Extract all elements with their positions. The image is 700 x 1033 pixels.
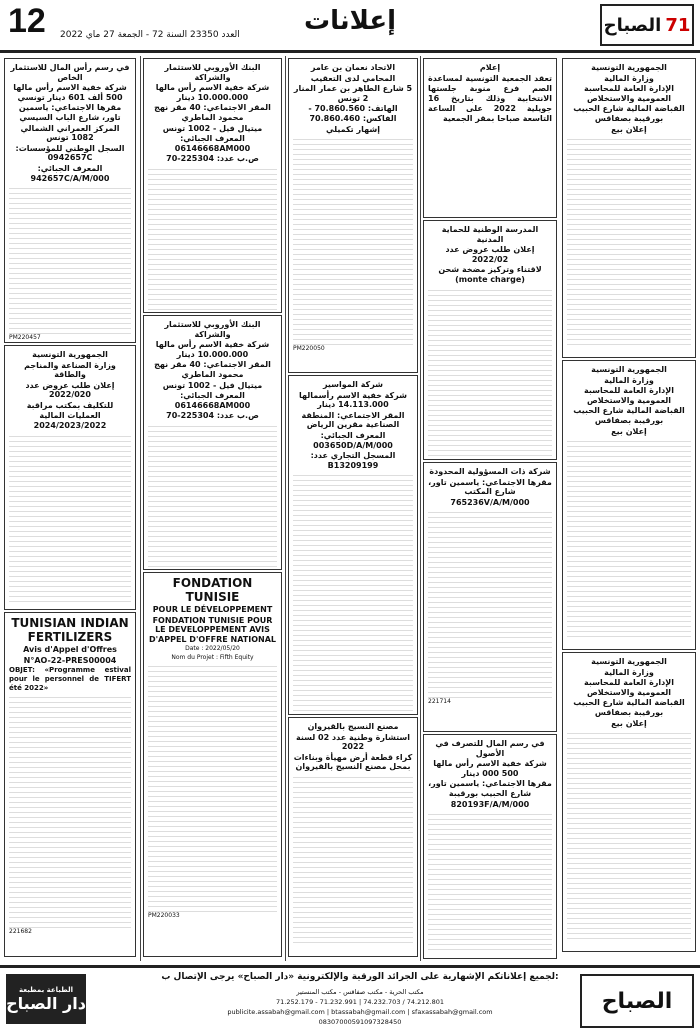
column-1 <box>560 56 698 961</box>
ad-subheading: الإدارة العامة للمحاسبة العمومية والاستخلاص <box>584 84 674 103</box>
footer-phone: 74.232.703 / 74.212.801 <box>363 998 444 1006</box>
ad-subheading: ميتيال فيل - 1002 تونس <box>162 123 263 133</box>
ad-ref-number: 221714 <box>428 698 451 706</box>
ad-body <box>428 508 552 698</box>
ad-subheading: شركة خفية الاسم رأس مالها 500 ألف 601 دينار تونسي <box>13 83 127 102</box>
ad-subheading: الإدارة العامة للمحاسبة العمومية والاستخلاص <box>584 386 674 405</box>
ad-tifert <box>4 612 136 957</box>
ad-textile <box>288 717 418 957</box>
ad-body <box>9 184 131 334</box>
ad-ref-number: 221682 <box>9 928 32 936</box>
ad-subheading: المعرف الجبائي: 003650D/A/M/000 <box>313 430 393 450</box>
footer-account: 08307000591097328450 <box>318 1018 402 1026</box>
ad-ref-number: PM220457 <box>9 334 41 342</box>
ad-subheading: كراء قطعة أرض مهيأة وبناءات بمحل مصنع النسيج بالقيروان <box>293 752 413 772</box>
ad-address: 5 شارع الطاهر بن عمار المنار 2 تونس <box>293 84 413 103</box>
footer-logo-text: دار الصباح <box>6 993 86 1013</box>
ad-subheading: شركة خفية الاسم رأس مالها 10.000.000 دينار <box>155 83 270 102</box>
ad-subheading: المحامي لدى التعقيب <box>310 73 396 83</box>
ad-subheading: القباضة المالية شارع الحبيب بورقيبة بصفاقس <box>573 104 685 123</box>
column-4 <box>140 56 284 961</box>
ad-id: 820193F/A/M/000 <box>450 799 530 809</box>
ad-body <box>293 773 413 943</box>
ad-heading: شركة المواسير <box>322 380 384 389</box>
ad-body <box>428 286 552 456</box>
ad-heading: الاتحاد نعمان بن عامر <box>310 63 396 72</box>
ad-body <box>293 471 413 711</box>
issue-line: العدد 23350 السنة 72 - الجمعة 27 ماي 2022 <box>60 30 240 40</box>
ad-body <box>567 729 691 939</box>
section-title: إعلانات <box>303 6 397 36</box>
ad-company-1 <box>423 462 557 732</box>
footer-logo: الصباح <box>580 974 694 1028</box>
ad-civil-protection <box>423 220 557 460</box>
ad-sale-3 <box>562 652 696 952</box>
ad-heading: الجمهورية التونسية <box>591 365 667 374</box>
ad-id: السجل الوطني للمؤسسات: 0942657C <box>15 143 125 163</box>
ad-id: N°AO-22-PRES00004 <box>23 655 117 665</box>
ad-subheading: إعلان بيع <box>611 124 647 134</box>
ad-subheading: Avis d'Appel d'Offres <box>23 645 117 654</box>
ad-subheading: مقرها الاجتماعي: ياسمين تاور، شارع الباب السيسي <box>18 103 122 122</box>
ad-subheading: إعلان طلب عروض عدد 2022/020 <box>25 380 115 400</box>
ad-mawasir <box>288 375 418 715</box>
ad-subheading: شركة خفية الاسم رأسمالها 14.113.000 دينار <box>298 390 408 410</box>
ad-object: OBJET: «Programme estival pour le personnel de TIFERT été 2022» <box>9 666 131 692</box>
ad-subheading: للتكليف بمكتب مراقبة العمليات المالية <box>26 400 114 420</box>
footer-logo-sub: الطباعة بمطبعة <box>19 985 73 994</box>
ad-subheading: ميتيال فيل - 1002 تونس <box>162 380 263 390</box>
footer-email[interactable]: btassabah@gmail.com <box>331 1008 406 1016</box>
footer-slogan: لجميع إعلاناتكم الإشهارية على الجرائد الورقية والإلكترونية «دار الصباح» يرجى الإتصال ب: <box>161 972 559 982</box>
ad-heading: المدرسة الوطنية للحماية المدنية <box>441 225 539 244</box>
ad-phone: ص.ب عدد: 225304-70 <box>166 411 259 421</box>
ad-subheading: القباضة المالية شارع الحبيب بورقيبة بصفاقس <box>573 698 685 717</box>
ad-heading: الجمهورية التونسية <box>591 657 667 666</box>
ad-body <box>148 662 277 912</box>
ad-object: Nom du Projet : Fifth Equity <box>171 653 254 661</box>
ad-lawyer <box>288 58 418 373</box>
ad-body <box>9 693 131 928</box>
ad-ref-number: PM220033 <box>148 912 180 920</box>
ad-subheading: استشارة وطنية عدد 02 لسنة 2022 <box>296 732 410 752</box>
masthead-number: 71 <box>665 14 691 36</box>
ad-phone: ص.ب عدد: 225304-70 <box>166 154 259 164</box>
footer-phones: 71.252.179 - 71.232.991 | 74.232.703 / 74.212.801 <box>275 998 444 1006</box>
footer-phone: 71.252.179 - 71.232.991 <box>275 998 357 1006</box>
column-3 <box>285 56 420 961</box>
footer-logo-secondary <box>6 974 86 1024</box>
ad-body <box>9 432 131 602</box>
ad-subheading: المقر الاجتماعي: 40 مقر نهج محمود الماطري <box>154 103 271 122</box>
ad-body <box>567 135 691 345</box>
ad-subheading: مقرها الاجتماعي: ياسمين تاور، شارع الحبيب بورقيبة <box>428 779 552 798</box>
ad-heading: في رسم المال للتصرف في الأصول <box>435 739 545 758</box>
ad-id: 2024/2023/2022 <box>33 421 107 431</box>
ad-subheading: القباضة المالية شارع الحبيب بورقيبة بصفاقس <box>573 406 685 425</box>
ad-body <box>148 422 277 570</box>
ad-body: تعقد الجمعية التونسية لمساعدة الصم فرع منوبة جلستها الانتخابية وذلك بتاريخ 16 جويلية 2022 على الساعة التاسعة صباحا بمقر الجمعية <box>428 73 552 123</box>
ad-subheading: المقر الاجتماعي: المنطقة الصناعية مقرين الرياض <box>301 410 405 430</box>
ad-body <box>428 810 552 950</box>
fondation-logo: FONDATION TUNISIE <box>172 576 253 604</box>
footer-emails: publicite.assabah@gmail.com | btassabah@gmail.com | sfaxassabah@gmail.com <box>227 1008 493 1016</box>
ad-heading: إعلام <box>479 63 501 72</box>
ad-subheading: وزارة الصناعة والمناجم والطاقة <box>24 360 116 380</box>
ad-heading: البنك الأوروبي للاستثمار والشراكة <box>164 63 261 82</box>
ad-subheading: المقر الاجتماعي: 40 مقر نهج محمود الماطري <box>154 360 271 379</box>
page-number: 12 <box>8 2 46 40</box>
ad-id: المعرف الجبائي: 06146668AM000 <box>174 134 251 153</box>
ad-subheading: مقرها الاجتماعي: ياسمين تاور، شارع المكتب <box>428 477 552 497</box>
column-2 <box>420 56 559 961</box>
page-header <box>0 0 700 53</box>
ad-ref-number: PM220050 <box>293 345 325 353</box>
page-footer <box>0 965 700 1033</box>
footer-email[interactable]: publicite.assabah@gmail.com <box>227 1008 325 1016</box>
ad-subheading: شركة خفية الاسم رأس مالها 10.000.000 دينار <box>155 340 270 359</box>
ad-bank-2 <box>143 315 282 570</box>
ad-bank-1 <box>143 58 282 313</box>
ad-sale-1 <box>562 58 696 358</box>
ad-id: المعرف الجبائي: 06146668AM000 <box>174 391 251 410</box>
ad-sale-2 <box>562 360 696 650</box>
ad-subheading: وزارة المالية <box>604 375 654 385</box>
masthead-text: الصباح <box>603 14 662 36</box>
ad-subheading: إعلان بيع <box>611 718 647 728</box>
ad-heading: مصنع النسيج بالقيروان <box>307 722 399 731</box>
tifert-logo: TUNISIAN INDIAN FERTILIZERS <box>11 616 129 644</box>
ad-heading: في رسم رأس المال للاستثمار الخاص <box>10 63 130 82</box>
masthead-logo <box>600 4 694 46</box>
ad-heading: شركة ذات المسؤولية المحدودة <box>429 467 551 476</box>
column-5 <box>2 56 138 961</box>
footer-email[interactable]: sfaxassabah@gmail.com <box>411 1008 493 1016</box>
ad-subheading: شركة خفية الاسم رأس مالها 500 000 دينار <box>433 759 547 778</box>
ad-subheading: إعلان طلب عروض عدد 2022/02 <box>445 245 535 264</box>
ad-date: Date : 2022/05/20 <box>185 645 240 653</box>
ad-fondation <box>143 572 282 957</box>
ad-subheading: إعلان بيع <box>611 426 647 436</box>
footer-offices: مكتب الحرية - مكتب صفاقس - مكتب المنستير <box>296 988 424 996</box>
ad-ministry <box>4 345 136 610</box>
ad-subheading: POUR LE DÉVELOPPEMENT <box>152 605 273 614</box>
ad-subheading: وزارة المالية <box>604 73 654 83</box>
ad-heading: الجمهورية التونسية <box>591 63 667 72</box>
ad-subheading: لاقتناء وتركيز مضخة شحن (monte charge) <box>438 265 542 284</box>
ad-subheading: الإدارة العامة للمحاسبة العمومية والاستخلاص <box>584 678 674 697</box>
ad-heading: البنك الأوروبي للاستثمار والشراكة <box>164 320 261 339</box>
ad-id: المعرف الجبائي: 942657C/A/M/000 <box>30 163 110 183</box>
ad-subheading: وزارة المالية <box>604 667 654 677</box>
ad-id: المسجل التجاري عدد: B13209199 <box>310 451 396 470</box>
ad-phone: الهاتف: 70.860.560 - الفاكس: 70.860.460 <box>308 104 398 123</box>
ad-body <box>567 437 691 637</box>
ad-body <box>293 135 413 345</box>
ad-subheading: إشهار تكميلي <box>326 124 380 134</box>
ad-investment <box>4 58 136 343</box>
ad-heading: الجمهورية التونسية <box>32 350 108 359</box>
ad-subheading: المركز العمراني الشمالي 1082 تونس <box>20 123 120 143</box>
ad-id: 765236V/A/M/000 <box>450 497 530 507</box>
ad-company-2 <box>423 734 557 959</box>
ad-body <box>148 165 277 313</box>
ad-announcement <box>423 58 557 218</box>
ad-subheading: FONDATION TUNISIE POUR LE DEVELOPPEMENT AVIS D'APPEL D'OFFRE NATIONAL <box>148 615 277 644</box>
